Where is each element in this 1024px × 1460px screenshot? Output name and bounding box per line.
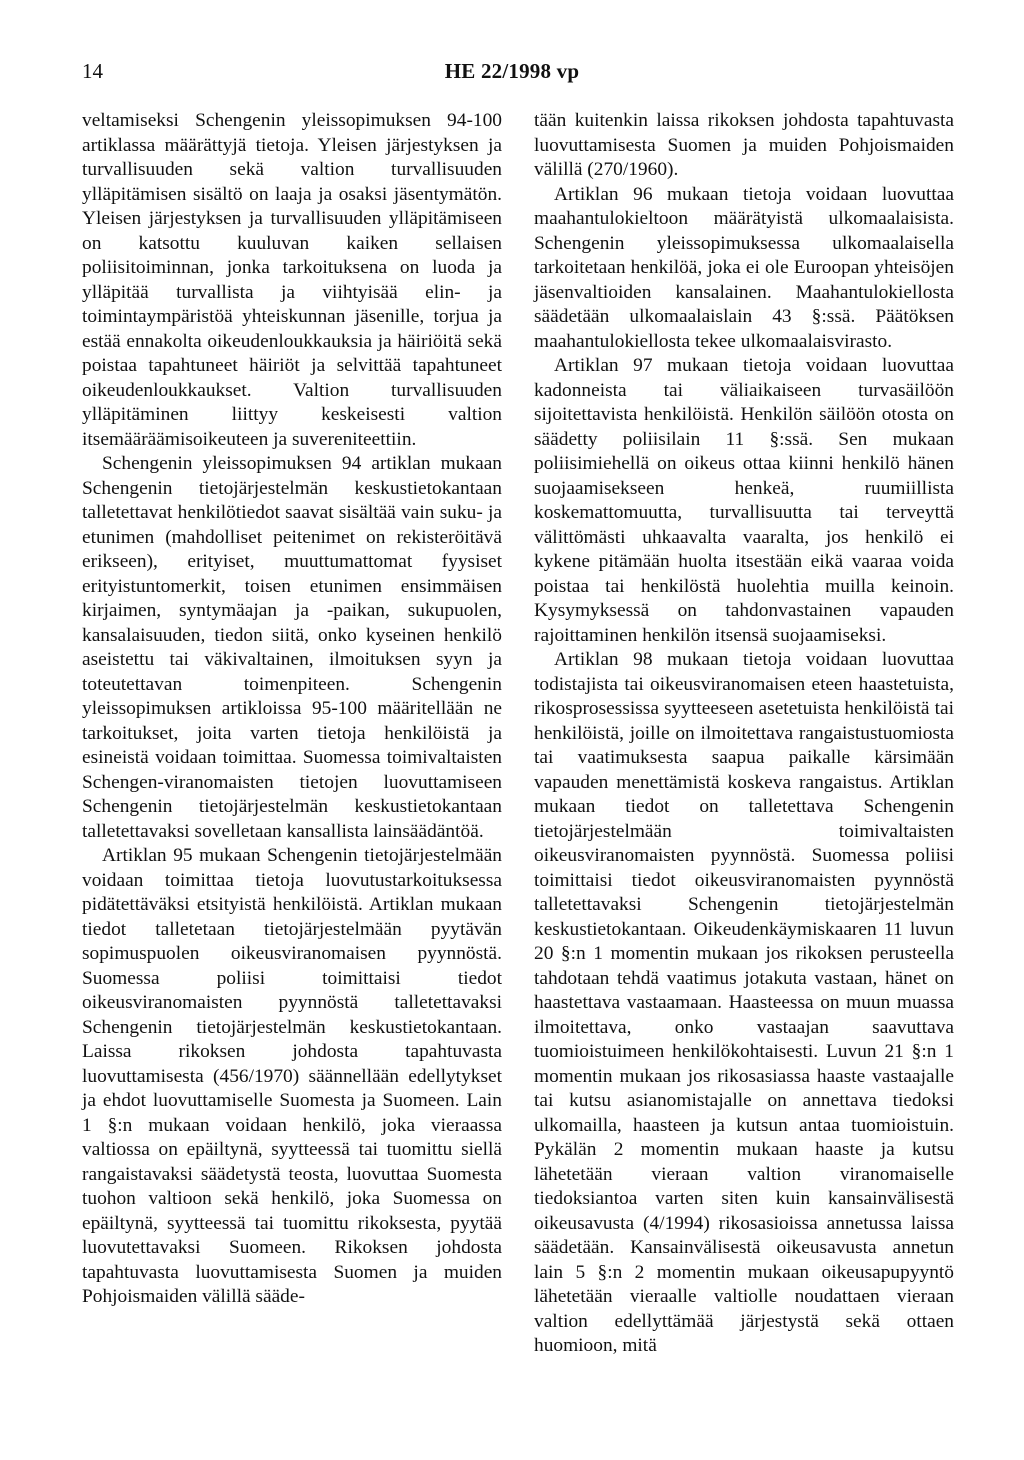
- paragraph: Artiklan 96 mukaan tietoja voidaan luovuttaa maahantulokieltoon määrätyistä ulkomaalaisista. Schengenin yleissopimuksessa ulkomaalaisella tarkoitetaan henkilöä, joka ei ole Euroopan yhteisöjen jäsenvaltioiden kansalainen. Maahantulokiellosta säädetään ulkomaalaislain 43 §:ssä. Päätöksen maahantulokiellosta tekee ulkomaalaisvirasto.: [534, 183, 954, 352]
- left-column: [82, 109, 502, 1310]
- right-column: [534, 109, 954, 1359]
- document-id: HE 22/1998 vp: [444, 59, 580, 83]
- paragraph: Artiklan 97 mukaan tietoja voidaan luovuttaa kadonneista tai väliaikaiseen turvasäilöön sijoitettavista henkilöistä. Henkilön säilöön otosta on säädetty poliisilain 11 §:ssä. Sen mukaan poliisimiehellä on oikeus ottaa kiinni henkilö hänen suojaamisekseen henkeä, ruumiillista koskemattomuutta, turvallisuutta tai terveyttä välittömästi uhkaavalta vaaralta, jos henkilö ei kykene pitämään huolta itsestään eikä vaaraa voida poistaa tai henkilöstä huolehtia muilla keinoin. Kysymyksessä on tahdonvastainen vapauden rajoittaminen henkilön itsensä suojaamiseksi.: [534, 355, 954, 646]
- paragraph: Schengenin yleissopimuksen 94 artiklan mukaan Schengenin tietojärjestelmän keskustietokantaan talletettavat henkilötiedot saavat sisältää vain suku- ja etunimen (mahdolliset peitenimet on rekisteröitävä erikseen), erityiset, muuttumattomat fyysiset erityistuntomerkit, toisen etunimen ensimmäisen kirjaimen, syntymäajan ja -paikan, sukupuolen, kansalaisuuden, tiedon siitä, onko kyseinen henkilö aseistettu tai väkivaltainen, ilmoituksen syyn ja toteutettavan toimenpiteen. Schengenin yleissopimuksen artikloissa 95-100 määritellään ne tarkoitukset, joita varten tietoja henkilöistä ja esineistä voidaan toimittaa. Suomessa toimivaltaisten Schengen-viranomaisten tietojen luovuttamiseen Schengenin tietojärjestelmän keskustietokantaan talletettavaksi sovelletaan kansallista lainsäädäntöä.: [82, 453, 502, 842]
- paragraph: veltamiseksi Schengenin yleissopimuksen 94-100 artiklassa määrättyjä tietoja. Yleisen järjestyksen ja turvallisuuden sekä valtion turvallisuuden ylläpitämisen sisältö on laaja ja osaksi jäsentymätön. Yleisen järjestyksen ja turvallisuuden ylläpitämiseen on katsottu kuuluvan kaiken sellaisen poliisitoiminnan, jonka tarkoituksena on luoda ja ylläpitää turvallista ja viihtyisää elin- ja toimintaympäristöä yhteiskunnan jäsenille, torjua ja estää ennakolta oikeudenloukkauksia ja häiriöitä sekä poistaa tapahtuneet häiriöt ja selvittää tapahtuneet oikeudenloukkaukset. Valtion turvallisuuden ylläpitäminen liittyy keskeisesti valtion itsemääräämisoikeuteen ja suvereniteettiin.: [82, 110, 502, 450]
- page-number: 14: [82, 59, 103, 83]
- paragraph: Artiklan 98 mukaan tietoja voidaan luovuttaa todistajista tai oikeusviranomaisen eteen haastetuista, rikosprosessissa syytteeseen asetetuista henkilöistä tai henkilöistä, joille on ilmoitettava rangaistustuomiosta tai vaatimuksesta saapua paikalle kärsimään vapauden menettämistä koskeva rangaistus. Artiklan mukaan tiedot on talletettava Schengenin tietojärjestelmään toimivaltaisten oikeusviranomaisten pyynnöstä. Suomessa poliisi toimittaisi tiedot oikeusviranomaisten pyynnöstä talletettavaksi Schengenin tietojärjestelmän keskustietokantaan. Oikeudenkäymiskaaren 11 luvun 20 §:n 1 momentin mukaan jos rikoksen perusteella tahdotaan tehdä vaatimus jotakuta vastaan, hänet on haastettava vastaamaan. Haasteessa on muun muassa ilmoitettava, onko vastaajan saavuttava tuomioistuimeen henkilökohtaisesti. Luvun 21 §:n 1 momentin mukaan jos rikosasiassa haaste vastaajalle tai kutsu asianomistajalle on annettava tiedoksi ulkomailla, haasteen ja kutsun antaa tuomioistuin. Pykälän 2 momentin mukaan haaste ja kutsu lähetetään vieraan valtion viranomaiselle tiedoksiantoa varten siten kuin kansainvälisestä oikeusavusta (4/1994) rikosasioissa annetussa laissa säädetään. Kansainvälisestä oikeusavusta annetun lain 5 §:n 2 momentin mukaan oikeusapupyyntö lähetetään vieraalle valtiolle noudattaen vieraan valtion edellyttämää järjestystä sekä ottaen huomioon, mitä: [534, 649, 954, 1356]
- paragraph: tään kuitenkin laissa rikoksen johdosta tapahtuvasta luovuttamisesta Suomen ja muiden Pohjoismaiden välillä (270/1960).: [534, 110, 954, 180]
- paragraph: Artiklan 95 mukaan Schengenin tietojärjestelmään voidaan toimittaa tietoja luovutustarkoituksessa pidätettäväksi etsityistä henkilöistä. Artiklan mukaan tiedot talletetaan tietojärjestelmään pyytävän sopimuspuolen oikeusviranomaisen pyynnöstä. Suomessa poliisi toimittaisi tiedot oikeusviranomaisten pyynnöstä talletettavaksi Schengenin tietojärjestelmän keskustietokantaan. Laissa rikoksen johdosta tapahtuvasta luovuttamisesta (456/1970) säännellään edellytykset ja ehdot luovuttamiselle Suomesta ja Suomeen. Lain 1 §:n mukaan voidaan henkilö, joka vieraassa valtiossa on epäiltynä, syytteessä tai tuomittu siellä rangaistavaksi säädetystä teosta, luovuttaa Suomesta tuohon valtioon sekä henkilö, joka Suomessa on epäiltynä, syytteessä tai tuomittu rikoksesta, pyytää luovutettavaksi Suomeen. Rikoksen johdosta tapahtuvasta luovuttamisesta Suomen ja muiden Pohjoismaiden välillä sääde-: [82, 845, 502, 1307]
